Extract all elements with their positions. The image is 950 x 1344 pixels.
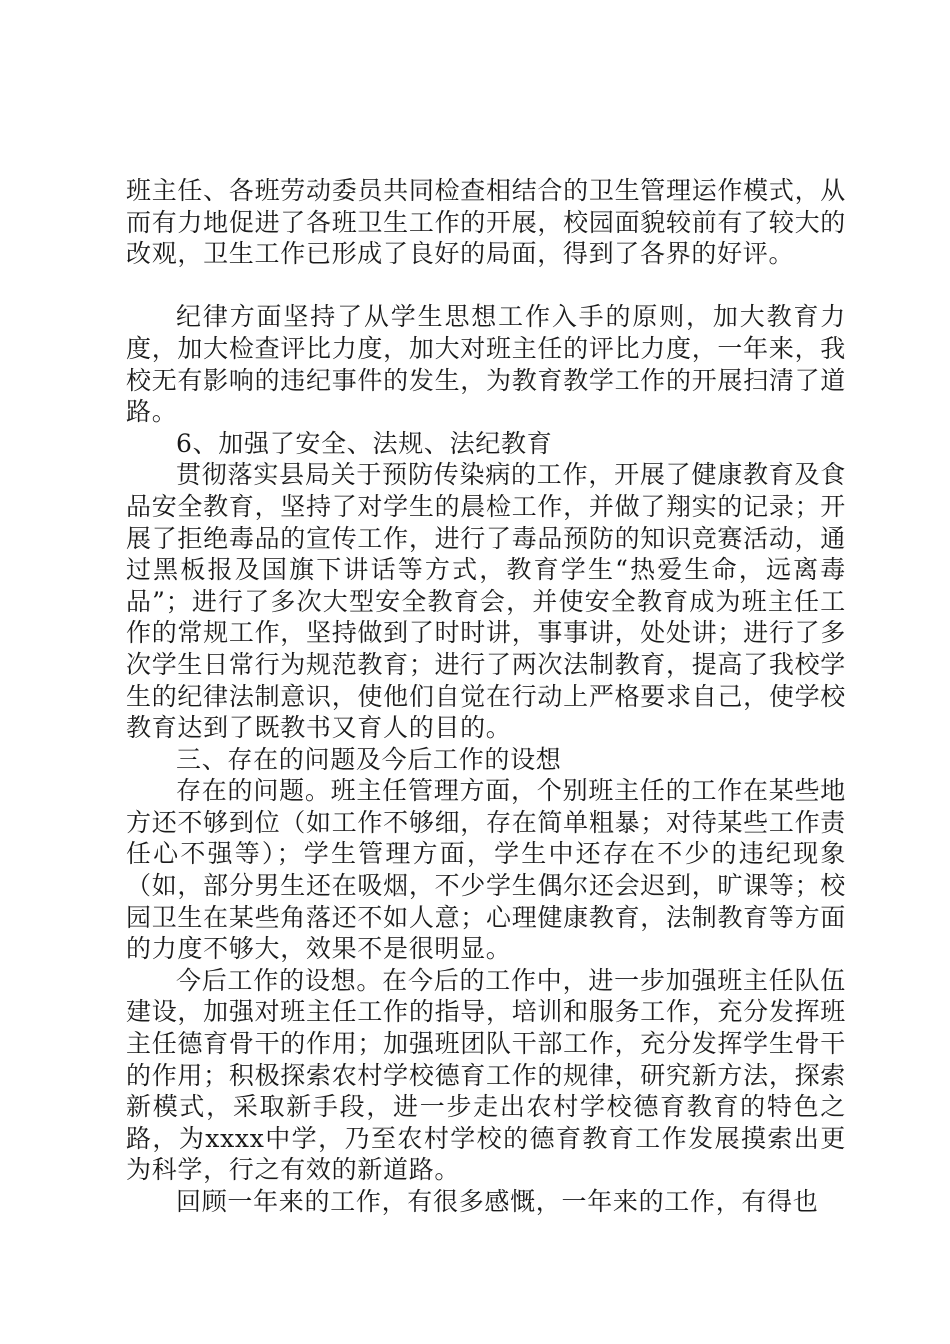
paragraph-discipline: 纪律方面坚持了从学生思想工作入手的原则，加大教育力度，加大检查评比力度，加大对班主任的评比力度，一年来，我校无有影响的违纪事件的发生，为教育教学工作的开展扫清了道路。 [126, 302, 846, 427]
section-heading-safety-education: 6、加强了安全、法规、法纪教育 [176, 428, 553, 458]
section-heading-problems-and-plans: 三、存在的问题及今后工作的设想 [176, 744, 562, 774]
paragraph-review: 回顾一年来的工作，有很多感慨，一年来的工作，有得也 [176, 1187, 819, 1216]
paragraph-sanitation-continued: 班主任、各班劳动委员共同检查相结合的卫生管理运作模式，从而有力地促进了各班卫生工作的开展，校园面貌较前有了较大的改观，卫生工作已形成了良好的局面，得到了各界的好评。 [126, 176, 846, 269]
paragraph-future-plans: 今后工作的设想。在今后的工作中，进一步加强班主任队伍建设，加强对班主任工作的指导，培训和服务工作，充分发挥班主任德育骨干的作用；加强班团队干部工作，充分发挥学生骨干的作用；积极探索农村学校德育工作的规律，研究新方法，探索新模式，采取新手段，进一步走出农村学校德育教育的特色之路，为xxxx中学，乃至农村学校的德育教育工作发展摸索出更为科学，行之有效的新道路。 [126, 965, 846, 1185]
document-page [126, 175, 846, 1218]
paragraph-existing-problems: 存在的问题。班主任管理方面，个别班主任的工作在某些地方还不够到位（如工作不够细，存在简单粗暴；对待某些工作责任心不强等）；学生管理方面，学生中还存在不少的违纪现象（如，部分男生还在吸烟，不少学生偶尔还会迟到，旷课等；校园卫生在某些角落还不如人意；心理健康教育，法制教育等方面的力度不够大，效果不是很明显。 [126, 776, 846, 964]
paragraph-gap [126, 270, 846, 302]
paragraph-safety-education: 贯彻落实县局关于预防传染病的工作，开展了健康教育及食品安全教育，坚持了对学生的晨检工作，并做了翔实的记录；开展了拒绝毒品的宣传工作，进行了毒品预防的知识竞赛活动，通过黑板报及国旗下讲话等方式，教育学生“热爱生命，远离毒品”；进行了多次大型安全教育会，并使安全教育成为班主任工作的常规工作，坚持做到了时时讲，事事讲，处处讲；进行了多次学生日常行为规范教育；进行了两次法制教育，提高了我校学生的纪律法制意识，使他们自觉在行动上严格要求自己，使学校教育达到了既教书又育人的目的。 [126, 460, 846, 743]
